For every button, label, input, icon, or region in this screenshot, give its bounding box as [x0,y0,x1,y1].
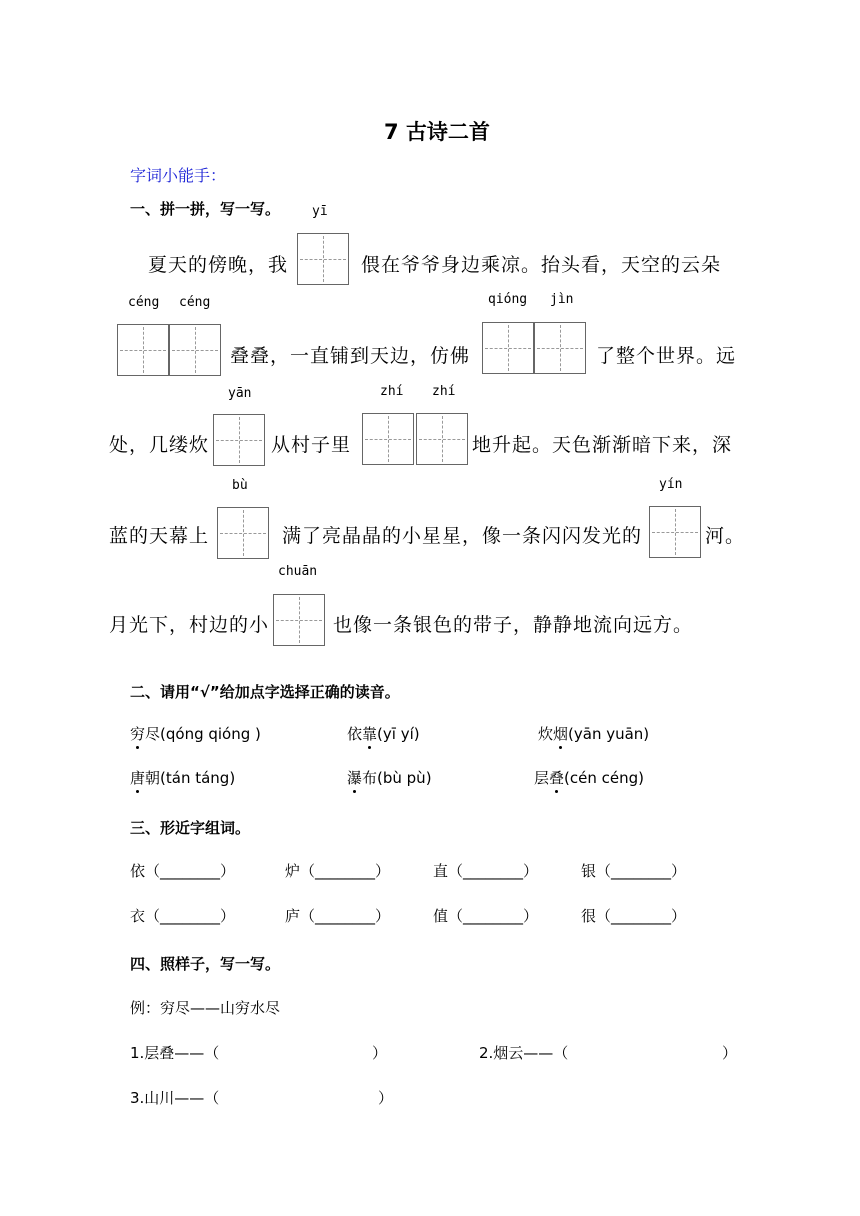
pinyin: yī [312,204,328,219]
idiom-item[interactable]: 2.烟云——（ [479,1044,569,1062]
word-blank[interactable]: 银（________） [581,862,687,880]
writing-box[interactable] [169,324,221,376]
prose-line: 处，几缕炊 [109,434,210,456]
prose-line: 叠叠，一直铺到天边，仿佛 [230,345,471,367]
word-blank[interactable]: 衣（________） [130,907,236,925]
writing-box[interactable] [649,506,701,558]
pinyin: zhí [380,384,404,399]
writing-box[interactable] [534,322,586,374]
writing-box[interactable] [416,413,468,465]
writing-box[interactable] [217,507,269,559]
writing-box[interactable] [362,413,414,465]
reading-choice[interactable]: 唐朝(tán táng) [130,769,236,787]
reading-choice[interactable]: 穷尽(qóng qióng ) [130,725,261,743]
section4-heading: 四、照样子，写一写。 [130,955,281,973]
prose-line: 偎在爷爷身边乘凉。抬头看，天空的云朵 [361,254,722,276]
prose-line: 地升起。天色渐渐暗下来，深 [472,434,733,456]
writing-box[interactable] [273,594,325,646]
idiom-item[interactable]: 3.山川——（ [130,1089,220,1107]
example-line: 例：穷尽——山穷水尽 [130,999,281,1017]
reading-choice[interactable]: 炊烟(yān yuān) [538,725,650,743]
word-blank[interactable]: 庐（________） [285,907,391,925]
reading-choice[interactable]: 依靠(yī yí) [347,725,420,743]
idiom-item[interactable]: 1.层叠——（ [130,1044,220,1062]
prose-line: 蓝的天幕上 [109,525,210,547]
writing-box[interactable] [213,414,265,466]
prose-line: 月光下，村边的小 [109,614,270,636]
word-blank[interactable]: 值（________） [433,907,539,925]
idiom-close: ） [722,1044,738,1062]
pinyin: céng [179,295,211,310]
pinyin: yān [228,386,252,401]
pinyin: jìn [550,292,574,307]
prose-line: 也像一条银色的带子，静静地流向远方。 [333,614,694,636]
pinyin: chuān [278,564,318,579]
page-title: 7 古诗二首 [384,120,490,144]
section3-heading: 三、形近字组词。 [130,819,251,837]
idiom-close: ） [372,1044,388,1062]
word-blank[interactable]: 炉（________） [285,862,391,880]
word-blank[interactable]: 直（________） [433,862,539,880]
reading-choice[interactable]: 层叠(cén céng) [534,769,644,787]
prose-line: 从村子里 [271,434,352,456]
pinyin: yín [659,477,683,492]
section2-heading: 二、请用“√”给加点字选择正确的读音。 [130,683,400,701]
prose-line: 了整个世界。远 [596,345,737,367]
word-blank[interactable]: 依（________） [130,862,236,880]
reading-choice[interactable]: 瀑布(bù pù) [347,769,432,787]
section-subtitle: 字词小能手： [130,166,227,185]
pinyin: zhí [432,384,456,399]
pinyin: bù [232,478,248,493]
prose-line: 夏天的傍晚，我 [148,254,289,276]
section1-heading: 一、拼一拼，写一写。 [130,200,281,218]
pinyin: qióng [488,292,528,307]
prose-line: 河。 [705,525,746,547]
writing-box[interactable] [482,322,534,374]
writing-box[interactable] [297,233,349,285]
prose-line: 满了亮晶晶的小星星，像一条闪闪发光的 [282,525,643,547]
writing-box[interactable] [117,324,169,376]
word-blank[interactable]: 很（________） [581,907,687,925]
pinyin: céng [128,295,160,310]
idiom-close: ） [378,1089,394,1107]
